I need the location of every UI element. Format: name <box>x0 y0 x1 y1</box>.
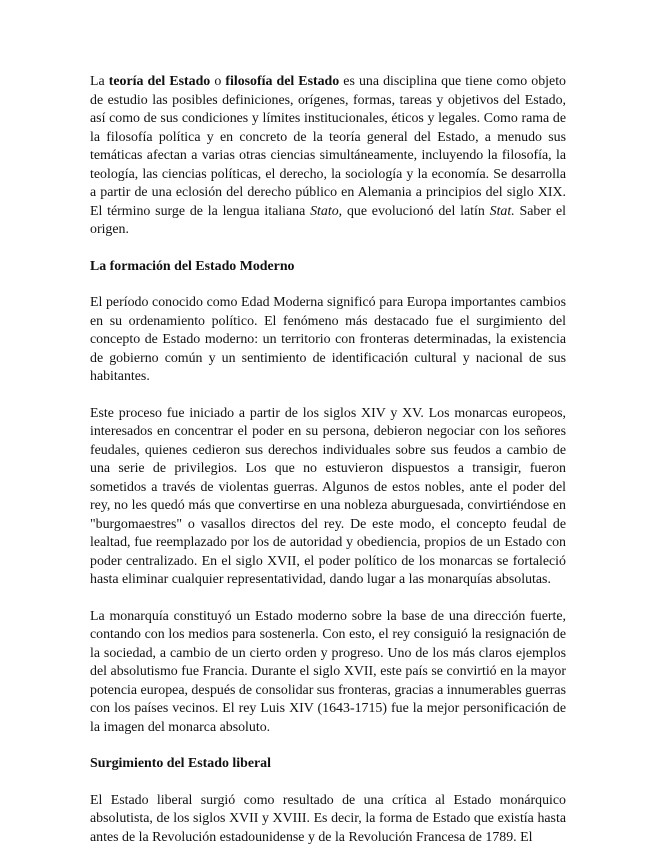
intro-text-2: o <box>210 74 226 89</box>
intro-text-1: La <box>90 74 109 89</box>
section-heading-estado-moderno: La formación del Estado Moderno <box>90 258 295 274</box>
paragraph: El Estado liberal surgió como resultado de una crítica al Estado monárquico absolutista, de los siglos XVII y XVIII. Es decir, la forma de Estado que existía hasta antes de la Revolución estadounidense y de la Revolución Francesa de 1789. El <box>90 792 566 845</box>
intro-paragraph <box>90 73 566 240</box>
paragraph: El período conocido como Edad Moderna significó para Europa importantes cambios en su ordenamiento político. El fenómeno más destacado fue el surgimiento del concepto de Estado moderno: un territorio con fronteras determinadas, la existencia de gobierno común y un sentimiento de identificación cultural y nacional de sus habitantes. <box>90 295 566 384</box>
term-stato: Stato <box>310 203 339 219</box>
section-heading-estado-liberal: Surgimiento del Estado liberal <box>90 756 271 771</box>
term-teoria-del-estado: teoría del Estado <box>108 74 211 89</box>
intro-text-4: , que evolucionó del latín <box>338 203 490 219</box>
intro-text-3: es una disciplina que tiene como objeto de estudio las posibles definiciones, orígenes, formas, tareas y objetivos del Estado, así como de sus condiciones y límites institucionales, éticos y legales. Como rama de la filosofía política y en concreto de la teoría general del Estado, a menudo sus temáticas afectan a varias otras ciencias simultáneamente, incluyendo la filosofía, la teología, las ciencias políticas, el derecho, la sociología y la economía. Se desarrolla a partir de una eclosión del derecho público en Alemania a principios del siglo XIX. El término surge de la lengua italiana <box>90 74 567 219</box>
paragraph: Este proceso fue iniciado a partir de los siglos XIV y XV. Los monarcas europeos, interesados en concentrar el poder en su persona, debieron negociar con los señores feudales, quienes cedieron sus derechos individuales sobre sus feudos a cambio de una serie de privilegios. Los que no estuvieron dispuestos a transigir, fueron sometidos a través de violentas guerras. Algunos de estos nobles, ante el poder del rey, no les quedó más que convertirse en una nobleza aburguesada, convirtiéndose en "burgomaestres" o vasallos directos del rey. De este modo, el concepto feudal de lealtad, fue reemplazado por los de autoridad y obediencia, propios de un Estado con poder centralizado. En el siglo XVII, el poder político de los monarcas se fortaleció hasta eliminar cualquier representatividad, dando lugar a las monarquías absolutas. <box>90 405 566 587</box>
document-page <box>90 73 566 865</box>
term-filosofia-del-estado: filosofía del Estado <box>225 74 340 89</box>
intro-text-5: Saber el origen. <box>90 203 566 237</box>
term-stat: Stat. <box>489 203 515 219</box>
paragraph: La monarquía constituyó un Estado moderno sobre la base de una dirección fuerte, contando con los medios para sostenerla. Con esto, el rey consiguió la resignación de la sociedad, a cambio de un cierto orden y progreso. Uno de los más claros ejemplos del absolutismo fue Francia. Durante el siglo XVII, este país se convirtió en la mayor potencia europea, después de consolidar sus fronteras, gracias a innumerables guerras con los países vecinos. El rey Luis XIV (1643-1715) fue la mejor personificación de la imagen del monarca absoluto. <box>90 608 566 735</box>
